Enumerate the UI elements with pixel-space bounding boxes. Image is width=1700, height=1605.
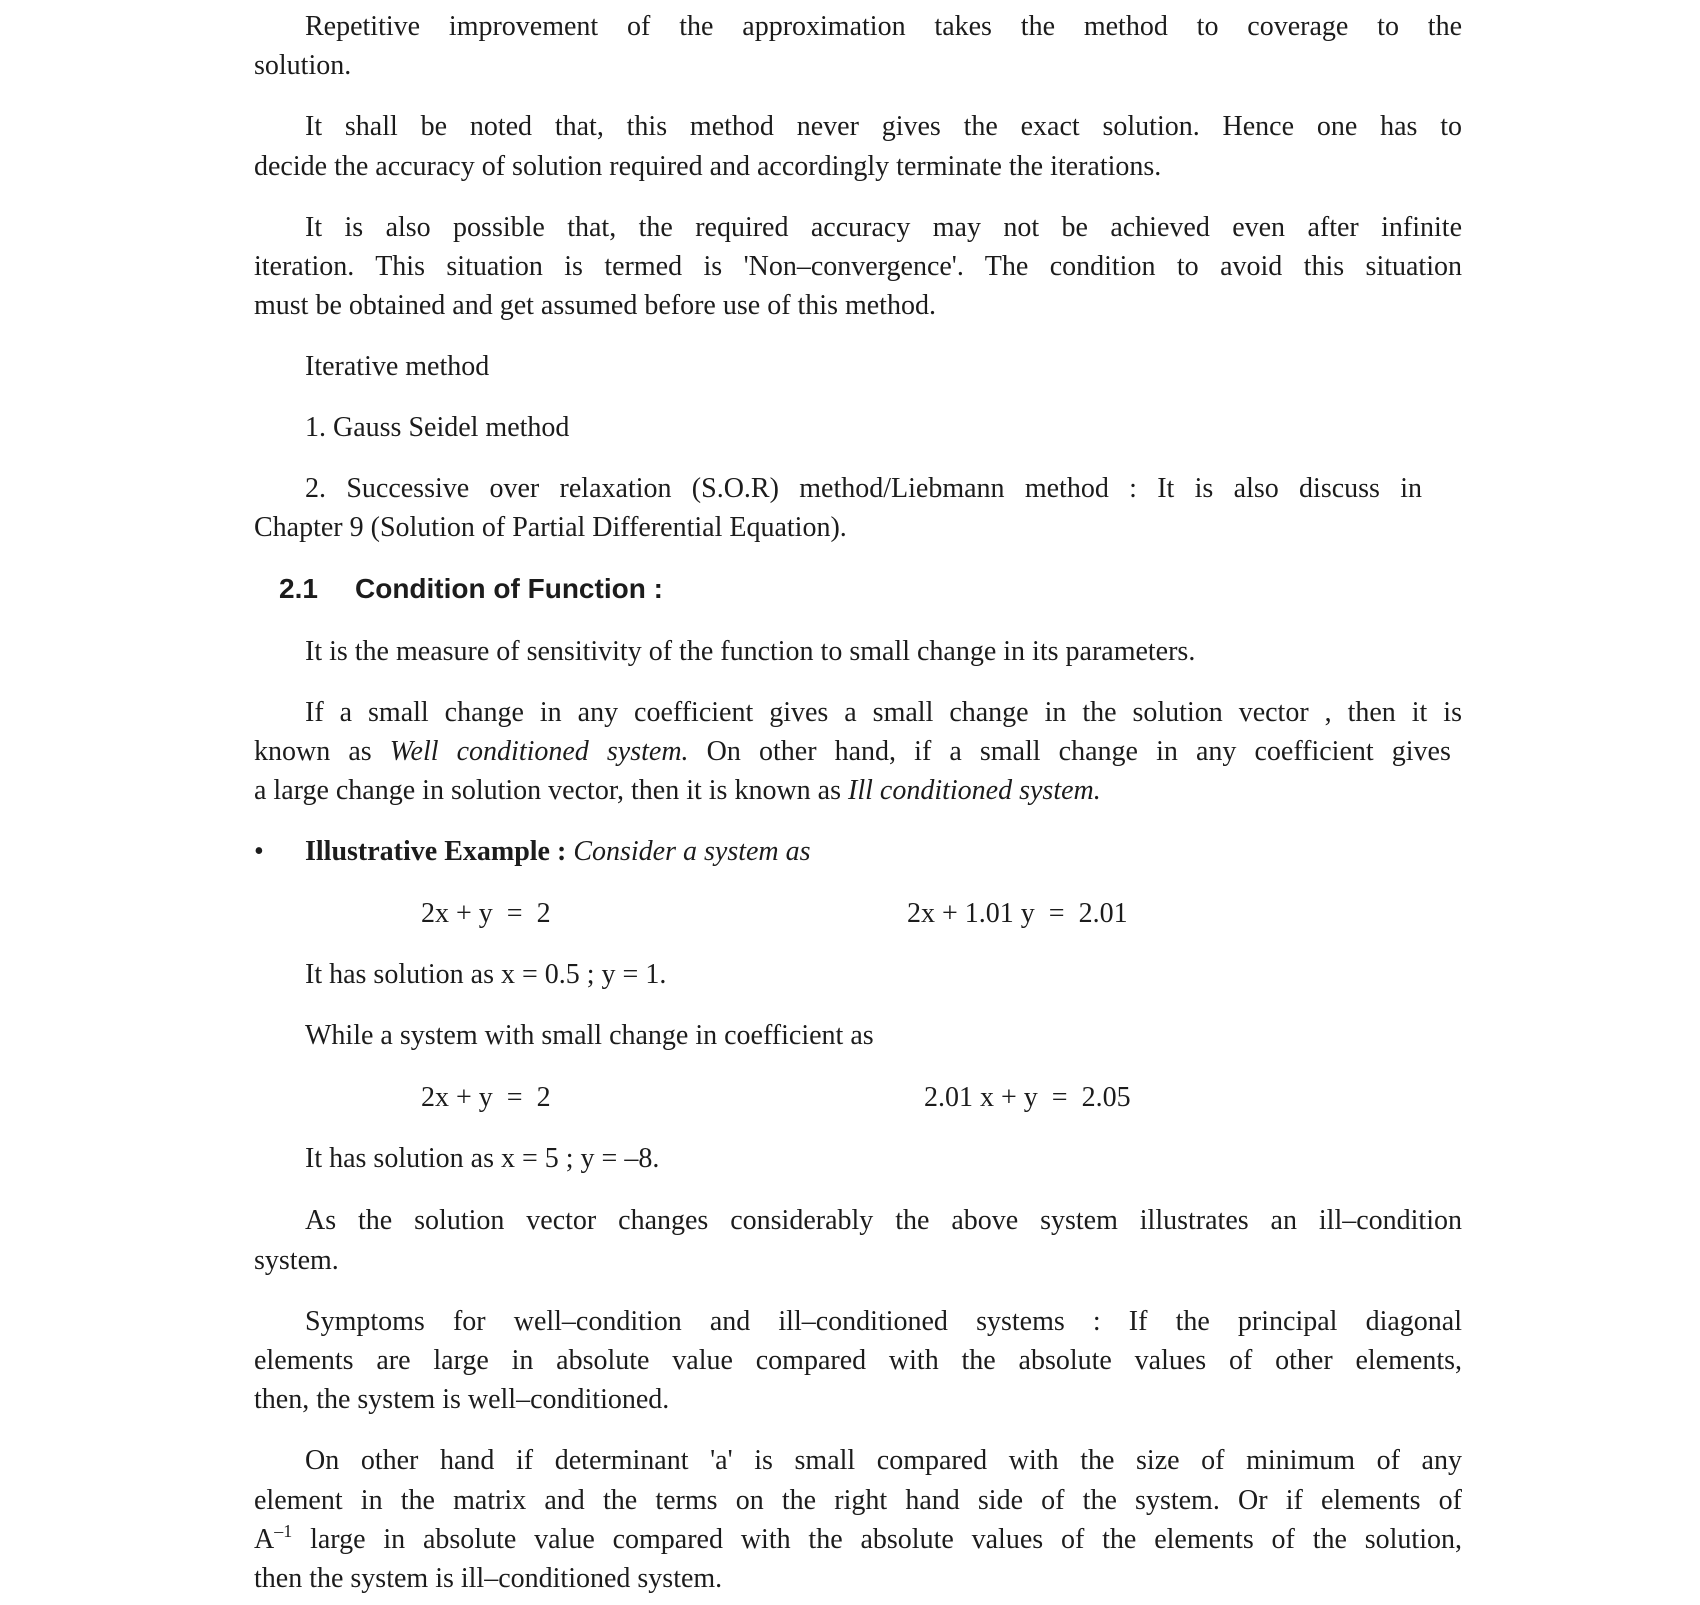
list-item-2-line <box>305 469 1462 508</box>
p-well-ill-line <box>254 732 1462 771</box>
text-run: Symptoms for well–condition and ill–conditioned systems : If the principal diagonal <box>305 1306 1462 1337</box>
text-run: element in the matrix and the terms on the right hand side of the system. Or if elements of <box>254 1485 1462 1516</box>
text-run: known as <box>254 736 390 767</box>
line-text <box>305 836 811 867</box>
text-run: A <box>254 1524 275 1555</box>
p-solution-2-line <box>305 1139 659 1178</box>
p-solution-1-line <box>305 955 666 994</box>
equation-right: 2.01 x + y = 2.05 <box>924 1082 1131 1113</box>
text-run: Well conditioned system. <box>389 736 689 767</box>
p-non-convergence-line <box>254 247 1462 286</box>
p-non-convergence-line <box>305 208 1462 247</box>
text-run: It is the measure of sensitivity of the function to small change in its parameters. <box>305 636 1196 667</box>
text-run: 1. Gauss Seidel method <box>305 412 570 443</box>
text-run: decide the accuracy of solution required and accordingly terminate the iterations. <box>254 151 1162 182</box>
p-determinant-line <box>254 1559 722 1598</box>
line-text <box>305 473 1422 504</box>
line-text <box>254 512 847 543</box>
line-text <box>305 697 1462 728</box>
line-text <box>305 1143 659 1174</box>
section-title: Condition of Function : <box>355 573 663 604</box>
text-run: While a system with small change in coefficient as <box>305 1020 874 1051</box>
line-text <box>305 1445 1462 1476</box>
equation-left: 2x + y = 2 <box>421 898 551 929</box>
line-text <box>305 11 1462 42</box>
p-definition-line <box>305 632 1195 671</box>
line-text <box>254 1563 722 1594</box>
line-text <box>305 636 1195 667</box>
line-text <box>305 1306 1462 1337</box>
text-run: It has solution as x = 5 ; y = –8. <box>305 1143 660 1174</box>
line-text <box>305 351 489 382</box>
line-text <box>305 1020 874 1051</box>
p-symptoms-line <box>305 1302 1462 1341</box>
text-run: 2. Successive over relaxation (S.O.R) method/Liebmann method : It is also discuss in <box>305 473 1423 504</box>
text-run: then, the system is well–conditioned. <box>254 1384 670 1415</box>
line-text <box>254 775 1101 806</box>
p-well-ill-line <box>305 693 1462 732</box>
text-run: Iterative method <box>305 351 490 382</box>
p-never-exact-line <box>254 147 1161 186</box>
p-determinant-line <box>254 1520 1462 1559</box>
text-run: large in absolute value compared with the absolute values of the elements of the solution, <box>292 1524 1462 1555</box>
text-run: Illustrative Example : <box>305 836 574 867</box>
text-run: iteration. This situation is termed is 'Non–convergence'. The condition to avoid this situation <box>254 251 1462 282</box>
text-run: Ill conditioned system. <box>848 775 1101 806</box>
text-run: If a small change in any coefficient gives a small change in the solution vector , then it is <box>305 697 1462 728</box>
line-text <box>305 1205 1462 1236</box>
list-item-2-line <box>254 508 847 547</box>
p-example-line <box>305 832 811 871</box>
p-convergence-line <box>305 7 1462 46</box>
list-item-1-line <box>305 408 569 447</box>
text-run: Consider a system as <box>573 836 811 867</box>
section-number: 2.1 <box>279 573 318 604</box>
p-non-convergence-line <box>254 286 936 325</box>
text-run: elements are large in absolute value compared with the absolute values of other elements, <box>254 1345 1462 1376</box>
line-text <box>254 151 1161 182</box>
bullet-marker: • <box>254 836 264 867</box>
line-text <box>305 412 569 443</box>
p-well-ill-line <box>254 771 1101 810</box>
text-run: then the system is ill–conditioned system. <box>254 1563 723 1594</box>
line-text <box>254 290 936 321</box>
text-run: must be obtained and get assumed before use of this method. <box>254 290 936 321</box>
p-determinant-line <box>305 1441 1462 1480</box>
text-run: On other hand if determinant 'a' is small compared with the size of minimum of any <box>305 1445 1462 1476</box>
line-text <box>254 1485 1462 1516</box>
p-never-exact-line <box>305 107 1462 146</box>
text-run: It shall be noted that, this method never gives the exact solution. Hence one has to <box>305 111 1462 142</box>
section-heading <box>0 569 1700 608</box>
p-iterative-method-line <box>305 347 489 386</box>
text-run: solution. <box>254 50 352 81</box>
text-run: As the solution vector changes considerably the above system illustrates an ill–condition <box>305 1205 1462 1236</box>
p-considerably-line <box>254 1241 339 1280</box>
text-run: It has solution as x = 0.5 ; y = 1. <box>305 959 667 990</box>
text-run: a large change in solution vector, then it is known as <box>254 775 849 806</box>
line-text <box>254 736 1451 767</box>
superscript: –1 <box>274 1521 293 1541</box>
p-convergence-line <box>254 46 351 85</box>
line-text <box>305 959 666 990</box>
line-text <box>254 1345 1462 1376</box>
text-run: Repetitive improvement of the approximation takes the method to coverage to the <box>305 11 1462 42</box>
text-run: Chapter 9 (Solution of Partial Differential Equation). <box>254 512 847 543</box>
p-symptoms-line <box>254 1341 1462 1380</box>
line-text <box>254 251 1462 282</box>
text-run: It is also possible that, the required accuracy may not be achieved even after infinite <box>305 212 1462 243</box>
line-text <box>254 1521 1462 1555</box>
line-text <box>305 212 1462 243</box>
text-run: system. <box>254 1245 339 1276</box>
line-text <box>254 50 351 81</box>
line-text <box>305 111 1462 142</box>
line-text <box>254 1384 669 1415</box>
equation-right: 2x + 1.01 y = 2.01 <box>907 898 1128 929</box>
line-text <box>254 1245 339 1276</box>
p-determinant-line <box>254 1481 1462 1520</box>
text-run: On other hand, if a small change in any coefficient gives <box>688 736 1451 767</box>
equation-left: 2x + y = 2 <box>421 1082 551 1113</box>
p-symptoms-line <box>254 1380 669 1419</box>
p-while-line <box>305 1016 874 1055</box>
p-considerably-line <box>305 1201 1462 1240</box>
